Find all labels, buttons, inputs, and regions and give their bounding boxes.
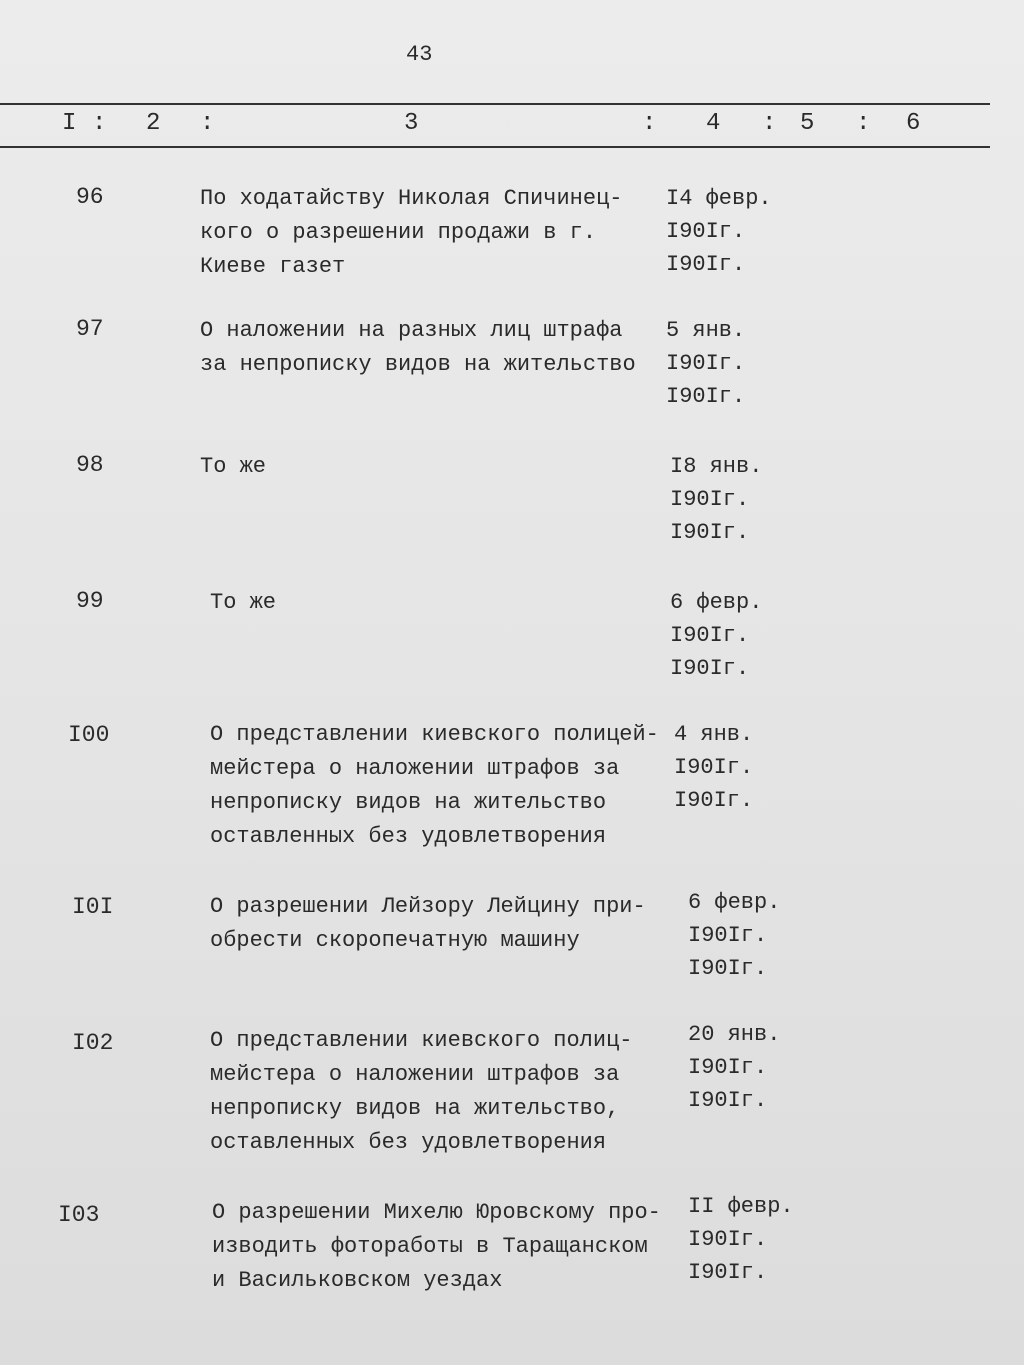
entry-number: 98: [76, 452, 104, 478]
entry-description: О представлении киевского полиц- мейстера о наложении штрафов за непрописку видов на жительство, оставленных без удовлетворения: [210, 1028, 633, 1155]
column-header-2: 2: [146, 110, 161, 137]
header-top-rule: [0, 103, 990, 105]
entry-description: О разрешении Михелю Юровскому про- изводить фотоработы в Таращанском и Васильковском уездах: [212, 1200, 661, 1293]
entry-dates: 20 янв. I90Iг. I90Iг.: [688, 1022, 781, 1113]
entry-number: 97: [76, 316, 104, 342]
entry-description: То же: [200, 454, 267, 479]
entry-number: 99: [76, 588, 104, 614]
entry-dates: I4 февр. I90Iг. I90Iг.: [666, 186, 772, 277]
entry-dates: I8 янв. I90Iг. I90Iг.: [670, 454, 763, 545]
entry-description: То же: [210, 590, 277, 615]
entry-number: I0I: [72, 894, 114, 920]
entry-description: По ходатайству Николая Спичинец- кого о разрешении продажи в г. Киеве газет: [200, 186, 623, 279]
column-header-6: 6: [906, 110, 921, 137]
entry-dates: II февр. I90Iг. I90Iг.: [688, 1194, 794, 1285]
column-header-5: 5: [800, 110, 815, 137]
column-separator: :: [200, 110, 215, 137]
entry-dates: 5 янв. I90Iг. I90Iг.: [666, 318, 746, 409]
entry-description: О наложении на разных лиц штрафа за непрописку видов на жительство: [200, 318, 636, 377]
entry-number: I02: [72, 1030, 114, 1056]
column-header-4: 4: [706, 110, 721, 137]
entry-number: I00: [68, 722, 110, 748]
column-separator: :: [762, 110, 777, 137]
column-separator: :: [92, 110, 107, 137]
column-header-1: I: [62, 110, 77, 137]
entry-dates: 4 янв. I90Iг. I90Iг.: [674, 722, 754, 813]
entry-number: I03: [58, 1202, 100, 1228]
column-separator: :: [642, 110, 657, 137]
header-bottom-rule: [0, 146, 990, 148]
entry-dates: 6 февр. I90Iг. I90Iг.: [670, 590, 763, 681]
column-separator: :: [856, 110, 871, 137]
entry-number: 96: [76, 184, 104, 210]
page-number: 43: [406, 42, 433, 67]
entry-dates: 6 февр. I90Iг. I90Iг.: [688, 890, 781, 981]
column-header-3: 3: [404, 110, 419, 137]
entry-description: О представлении киевского полицей- мейстера о наложении штрафов за непрописку видов на жительство оставленных без удовлетворения: [210, 722, 659, 849]
entry-description: О разрешении Лейзору Лейцину при- обрести скоропечатную машину: [210, 894, 646, 953]
